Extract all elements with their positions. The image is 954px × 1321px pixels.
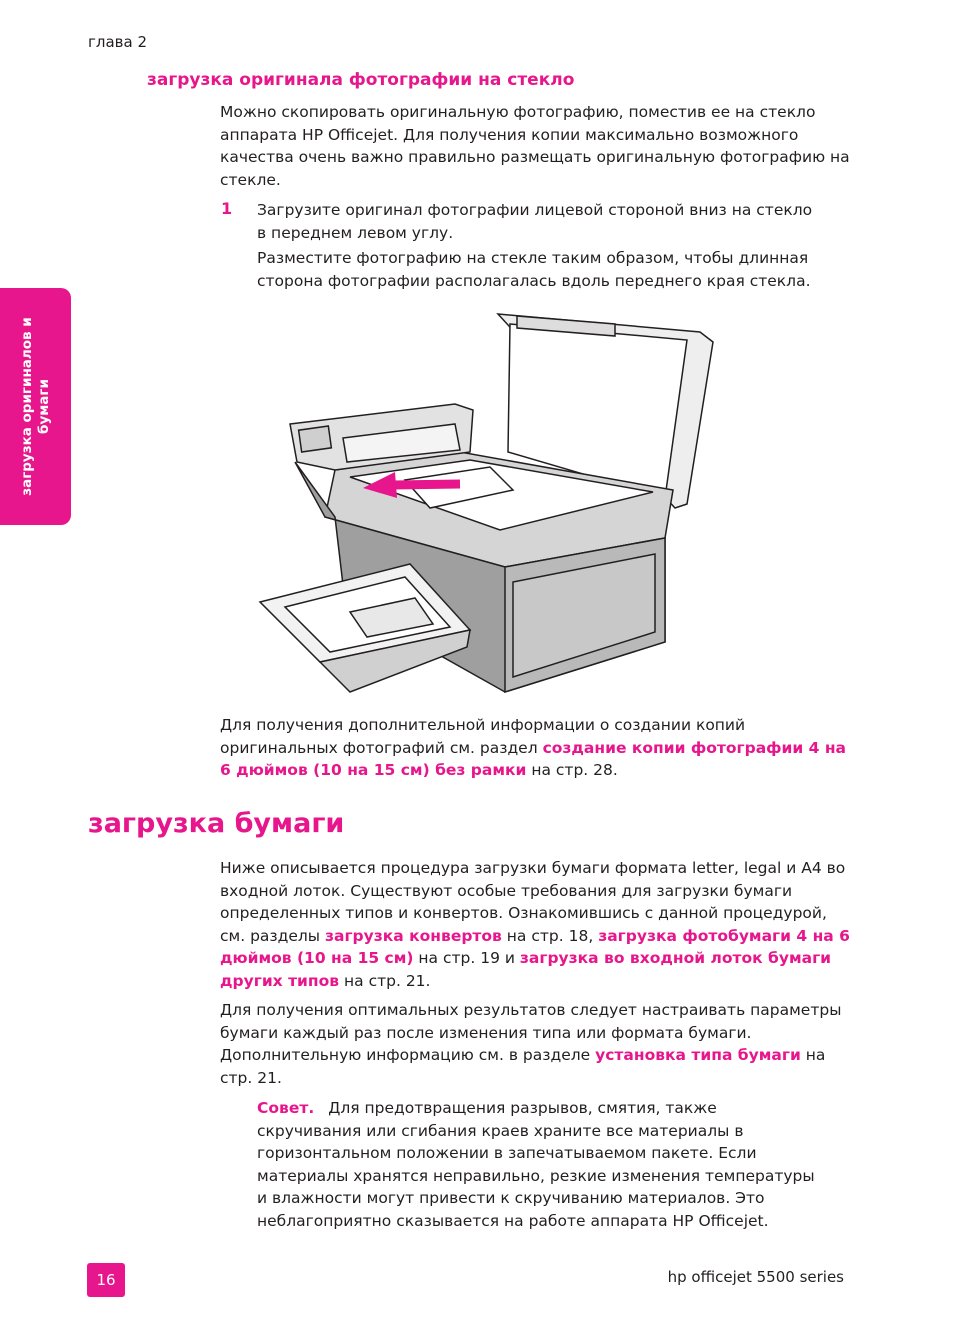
printer-drawing [255,312,715,702]
page-heading: загрузка бумаги [88,808,345,839]
paragraph-text: Для получения оптимальных результатов следует настраивать параметры бумаги каждый раз после изменения типа или формата бумаги. Дополнительную информацию см. в разделе [220,1001,842,1064]
step-text: Загрузите оригинал фотографии лицевой стороной вниз на стекло в переднем левом углу. [257,201,813,242]
tip-label: Совет. [257,1099,315,1117]
link-load-other-paper[interactable]: загрузка во входной лоток бумаги других типов [220,949,832,990]
paragraph-text: на стр. 21. [339,971,431,990]
tip-text: Для предотвращения разрывов, смятия, также скручивания или сгибания краев храните все материалы в горизонтальном положении в запечатываемом пакете. Если материалы хранятся неправильно, резкие изменения температуры и влажности могут привести к скручиванию материалов. Это неблагоприятно сказывается на работе аппарата HP Officejet. [257,1099,815,1230]
more-info-paragraph [220,714,850,782]
paragraph-text: Ниже описывается процедура загрузки бумаги формата letter, legal и A4 во входной лоток. Существуют особые требования для загрузки бумаги определенных типов и конвертов. Ознакомившись с данной процедурой, см. разделы [220,859,846,945]
step-note: Разместите фотографию на стекле таким образом, чтобы длинная сторона фотографии располагалась вдоль переднего края стекла. [257,249,811,290]
load-paper-paragraph [220,857,850,992]
printer-illustration [255,312,715,702]
section-subheading: загрузка оригинала фотографии на стекло [147,70,575,90]
step-number: 1 [221,199,233,218]
link-set-paper-type[interactable]: установка типа бумаги [595,1046,801,1064]
more-info-text: Для получения дополнительной информации о создании копий оригинальных фотографий см. раздел [220,716,746,757]
side-chapter-tab [0,288,71,525]
chapter-label: глава 2 [88,33,148,51]
side-tab-label: загрузка оригиналов и бумаги [18,317,52,496]
link-load-photo-paper[interactable]: загрузка фотобумаги 4 на 6 дюймов (10 на 15 см) [220,926,850,967]
settings-paragraph [220,999,850,1089]
paragraph-text: на стр. 21. [220,1046,826,1087]
more-info-page: на стр. 28. [526,761,618,779]
paragraph-text: на стр. 18, [501,926,599,945]
intro-paragraph: Можно скопировать оригинальную фотографию, поместив ее на стекло аппарата HP Officejet. Для получения копии максимально возможного качества очень важно правильно размещать оригинальную фотографию на стекле. [220,103,850,189]
paragraph-text: на стр. 19 и [413,949,520,967]
page-number: 16 [87,1263,125,1297]
footer-product: hp officejet 5500 series [667,1268,844,1286]
link-borderless-photo-copy[interactable]: создание копии фотографии 4 на 6 дюймов (10 на 15 см) без рамки [220,738,847,779]
tip-note [257,1097,817,1232]
link-load-envelopes[interactable]: загрузка конвертов [324,926,502,945]
